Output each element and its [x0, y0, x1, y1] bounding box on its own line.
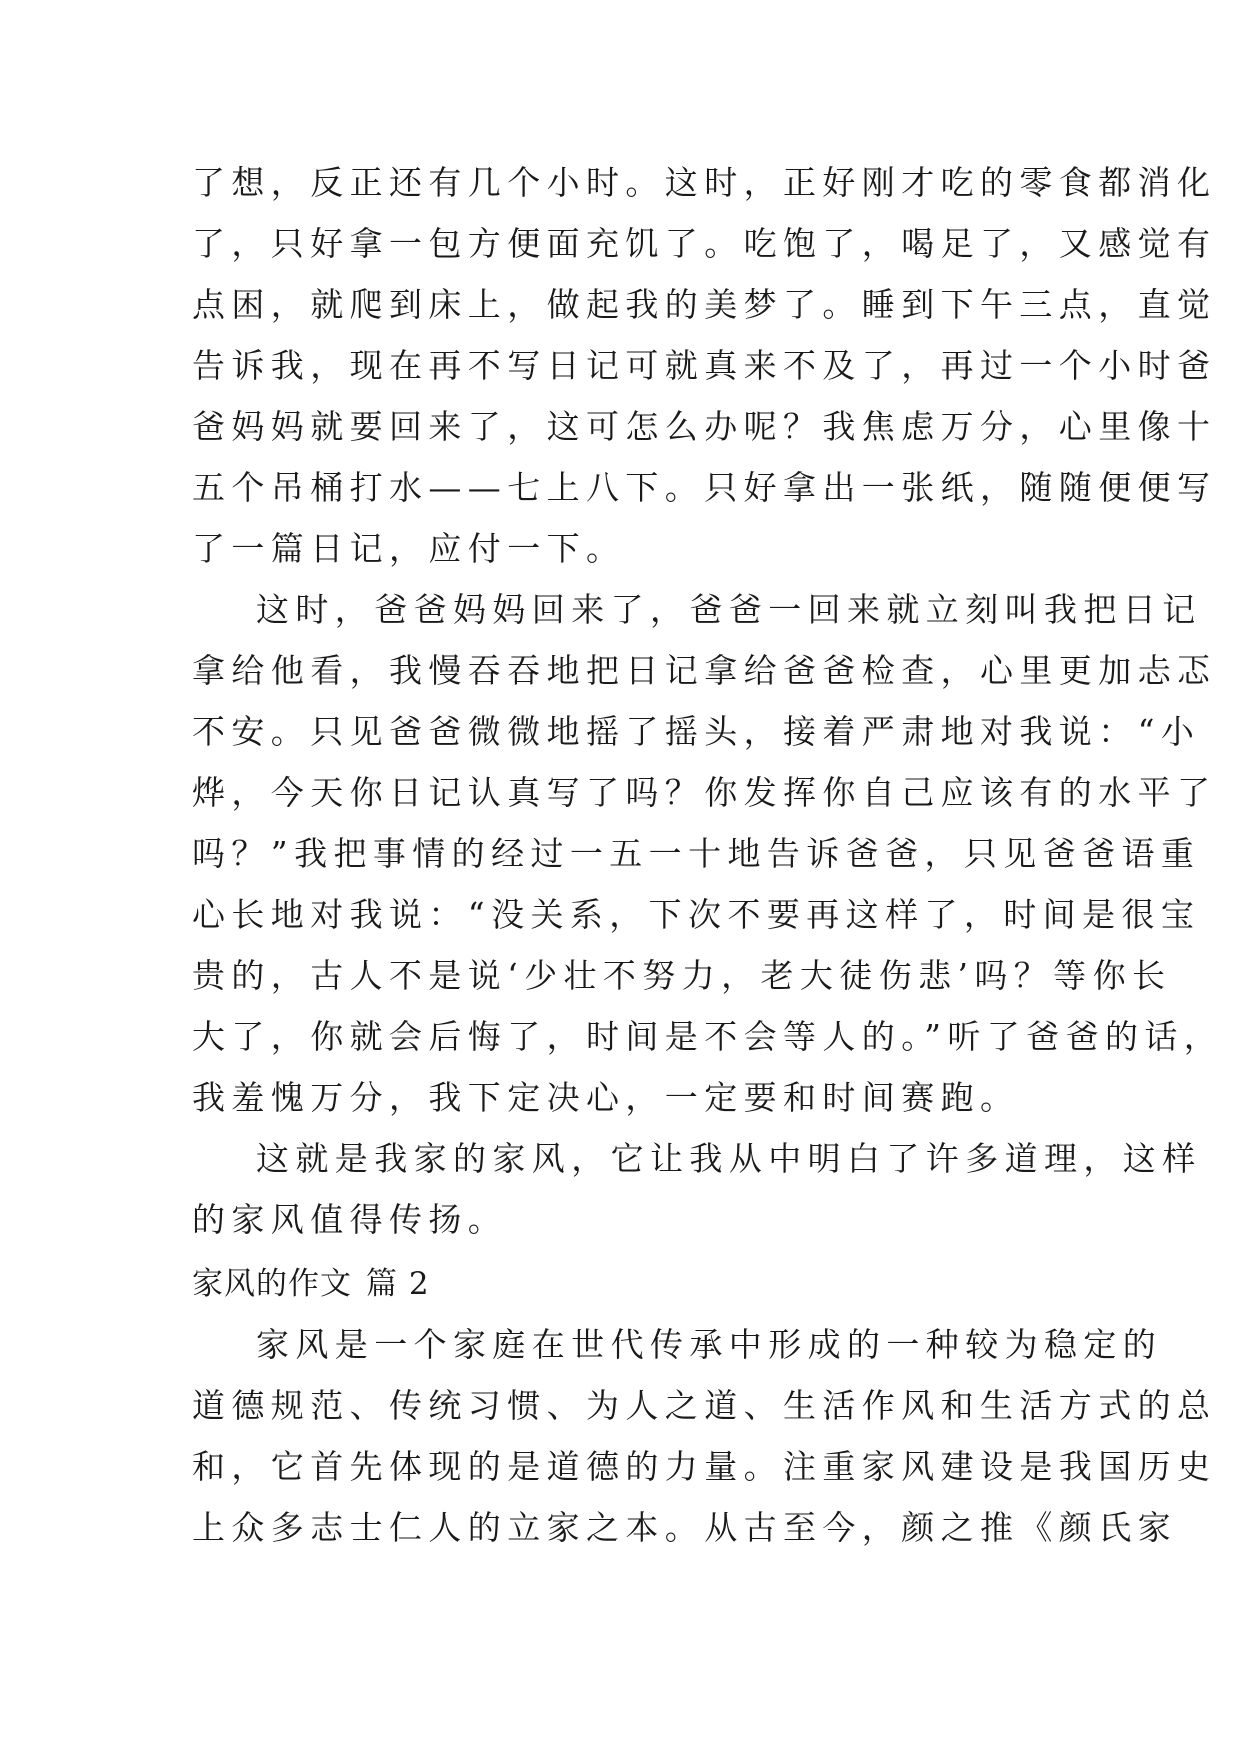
paragraph-line: 吗？”我把事情的经过一五一十地告诉爸爸，只见爸爸语重 — [192, 834, 1201, 873]
paragraph-line: 了想，反正还有几个小时。这时，正好刚才吃的零食都消化 — [192, 163, 1217, 202]
paragraph-line: 不安。只见爸爸微微地摇了摇头，接着严肃地对我说：“小 — [192, 712, 1201, 751]
paragraph-line: 爸妈妈就要回来了，这可怎么办呢？我焦虑万分，心里像十 — [192, 407, 1217, 446]
paragraph-line: 上众多志士仁人的立家之本。从古至今，颜之推《颜氏家 — [192, 1508, 1177, 1547]
paragraph-line: 了一篇日记，应付一下。 — [192, 529, 626, 568]
section-title: 家风的作文 — [192, 1266, 352, 1302]
section-number: 篇 2 — [366, 1266, 430, 1302]
paragraph-line: 烨，今天你日记认真写了吗？你发挥你自己应该有的水平了 — [192, 773, 1217, 812]
section-heading — [192, 1264, 430, 1304]
paragraph-line: 贵的，古人不是说‘少壮不努力，老大徒伤悲’吗？等你长 — [192, 956, 1172, 995]
paragraph-line: 五个吊桶打水——七上八下。只好拿出一张纸，随随便便写 — [192, 468, 1217, 507]
paragraph-line: 大了，你就会后悔了，时间是不会等人的。”听了爸爸的话， — [192, 1017, 1224, 1056]
paragraph-line: 拿给他看，我慢吞吞地把日记拿给爸爸检查，心里更加忐忑 — [192, 651, 1217, 690]
paragraph-line: 心长地对我说：“没关系，下次不要再这样了，时间是很宝 — [192, 895, 1201, 934]
paragraph-line: 我羞愧万分，我下定决心，一定要和时间赛跑。 — [192, 1078, 1020, 1117]
paragraph-line: 的家风值得传扬。 — [192, 1200, 508, 1239]
paragraph-line: 这就是我家的家风，它让我从中明白了许多道理，这样 — [256, 1139, 1202, 1178]
paragraph-line: 这时，爸爸妈妈回来了，爸爸一回来就立刻叫我把日记 — [256, 590, 1202, 629]
paragraph-line: 道德规范、传统习惯、为人之道、生活作风和生活方式的总 — [192, 1386, 1217, 1425]
paragraph-line: 告诉我，现在再不写日记可就真来不及了，再过一个小时爸 — [192, 346, 1217, 385]
paragraph-line: 点困，就爬到床上，做起我的美梦了。睡到下午三点，直觉 — [192, 285, 1217, 324]
paragraph-line: 和，它首先体现的是道德的力量。注重家风建设是我国历史 — [192, 1447, 1217, 1486]
paragraph-line: 家风是一个家庭在世代传承中形成的一种较为稳定的 — [256, 1325, 1163, 1364]
paragraph-line: 了，只好拿一包方便面充饥了。吃饱了，喝足了，又感觉有 — [192, 224, 1217, 263]
